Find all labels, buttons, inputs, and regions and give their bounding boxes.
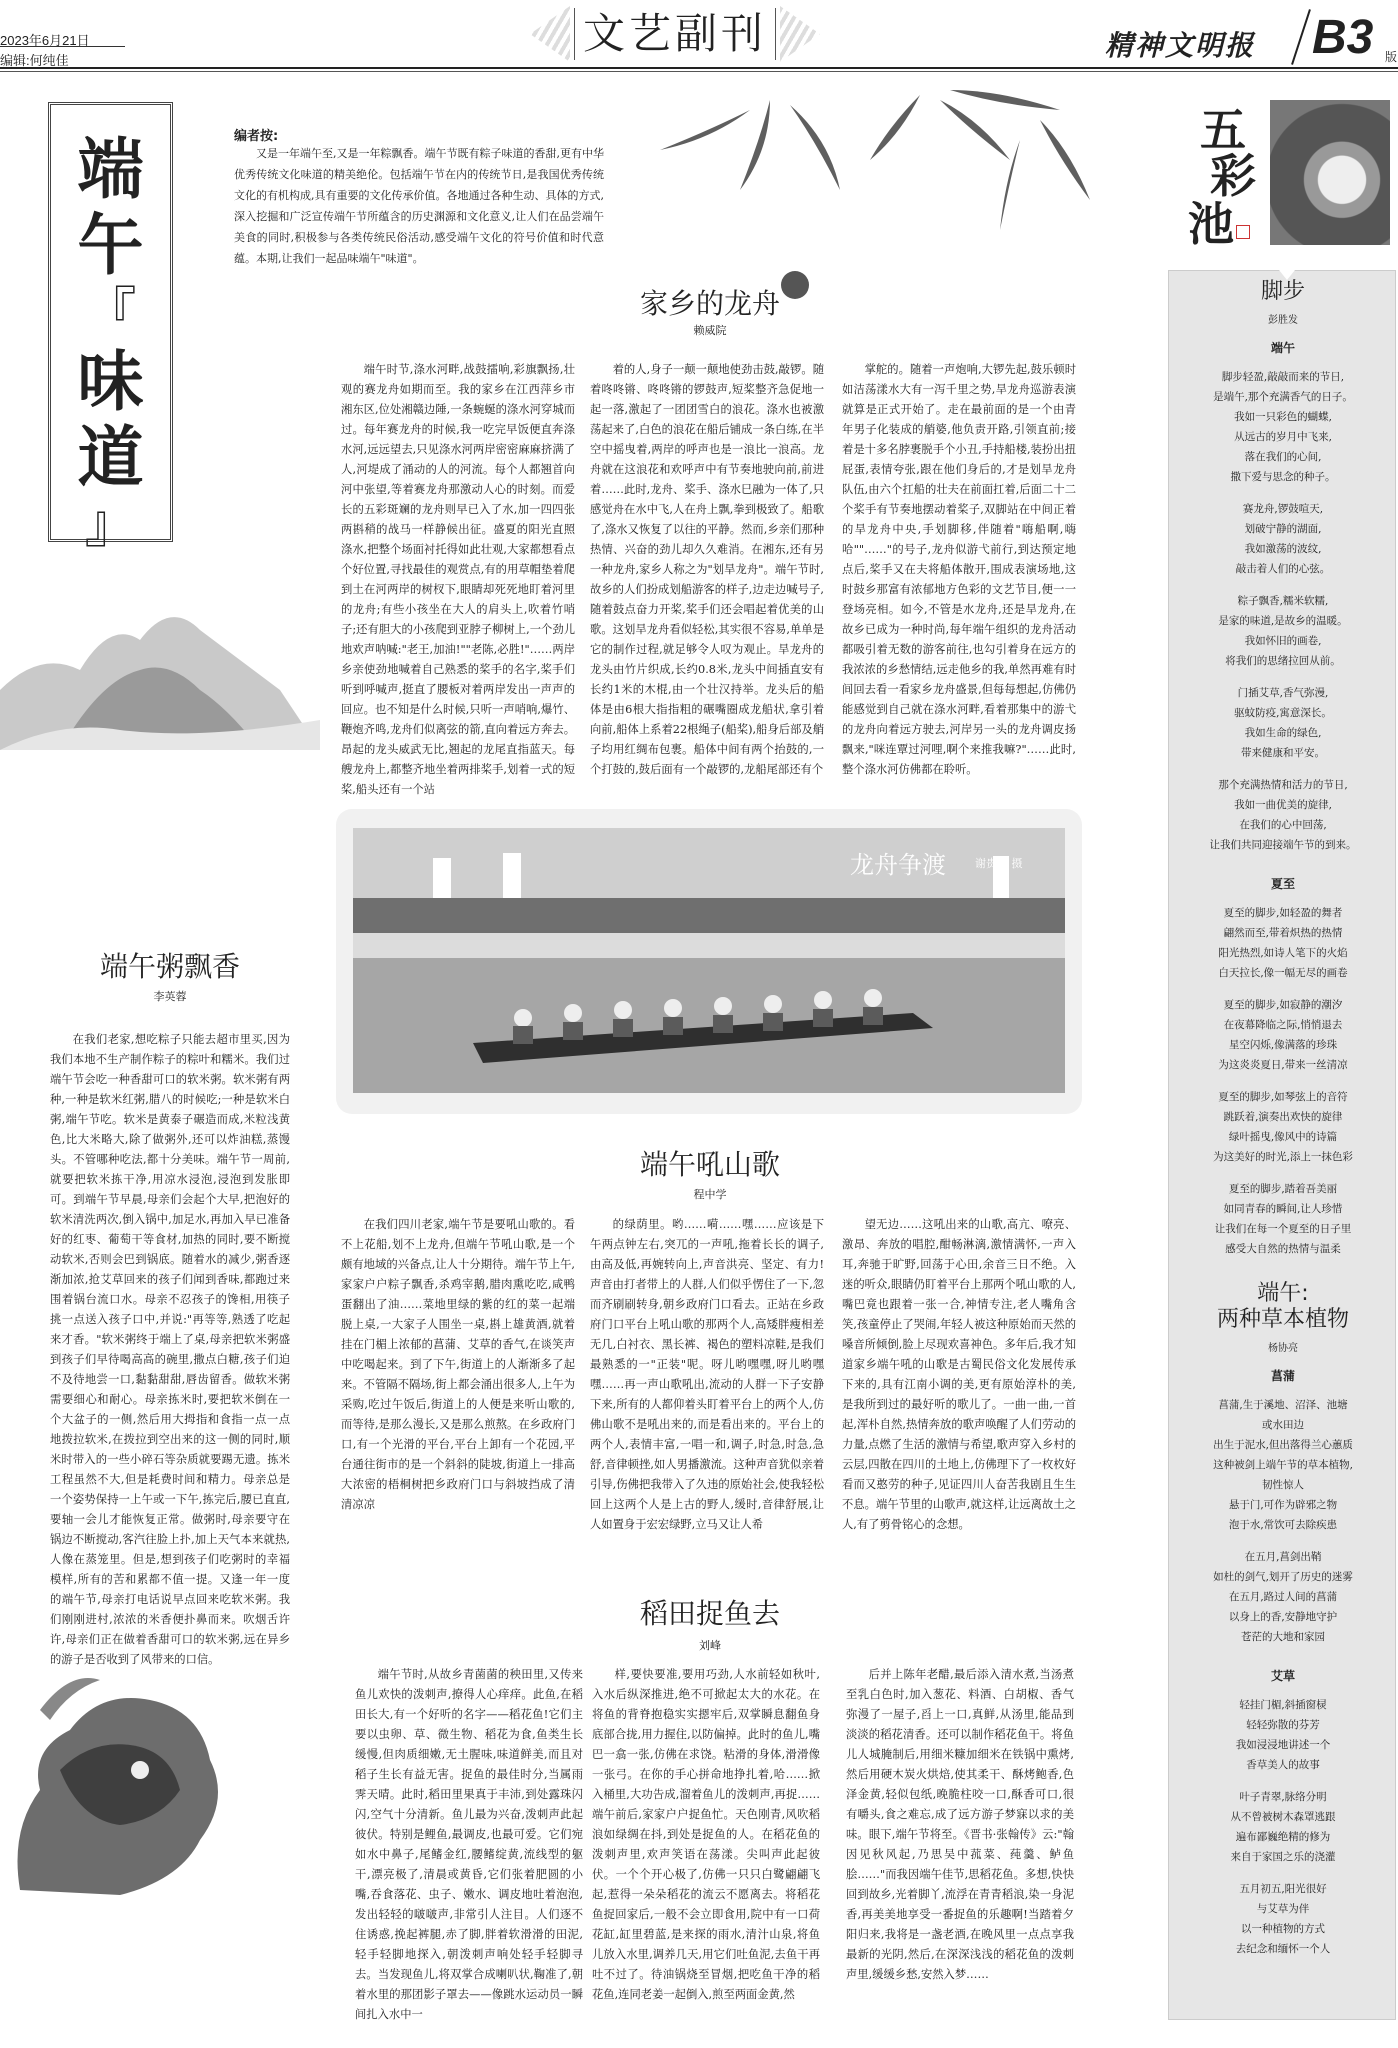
feature-bracket-open: 『 [84, 283, 137, 343]
article-column [846, 1665, 1074, 2040]
poem-stanza: 赛龙舟,锣鼓喧天, 划破宁静的湖面, 我如激荡的波纹, 敲击着人们的心弦。 [1235, 503, 1331, 575]
page-suffix: 版 [1385, 50, 1398, 64]
header-rule [0, 46, 125, 47]
article-column [341, 360, 575, 800]
banner-right-ornament [780, 6, 820, 62]
poem-author: 杨协亮 [1268, 1343, 1298, 1354]
article-paragraph: 在我们老家,想吃粽子只能去超市里买,因为我们本地不生产制作粽子的粽叶和糯米。我们过端午节会吃一种香甜可口的软米粥。软米粥有两种,一种是软米红粥,腊八的时候吃;一种是软米白粥,端午节吃。软米是黄泰子碾造而成,米粒浅黄色,比大米略大,除了做粥外,还可以炸油糕,蒸馒头。不管哪种吃法,都十分美味。端午节一周前,就要把软米拣干净,用凉水浸泡,浸泡到发胀即可。到端午节早晨,母亲们会起个大早,把泡好的软米清洗两次,倒入锅中,加足水,再加入早已准备好的红枣、葡萄干等食材,加热的同时,要不断搅动软米,否则会巴到锅底。随着水的减少,粥香逐渐加浓,抢艾草回来的孩子们闻到香味,都跑过来围着锅台流口水。母亲不忍孩子的馋相,用筷子挑一点送入孩子口中,并说:"再等等,熟透了吃起来才香。"软米粥终于端上了桌,母亲把软米粥盛到孩子们早待喝高高的碗里,撒点白糖,孩子们迫不及待地尝一口,黏黏甜甜,唇齿留香。做软米粥需要细心和耐心。母亲拣米时,要把软米倒在一个大盆子的一侧,然后用大拇指和食指一点一点地拨拉软米,在拨拉到空出来的这一侧的同时,顺米时带入的一些小碎石等杂质就要踢无遗。拣米工程虽然不大,但是耗费时间和精力。母亲总是一个姿势保持一上午或一下午,拣完后,腰已直直,要轴一会儿才能恢复正常。做粥时,母亲要守在锅边不断搅动,客汽往脸上扑,加上天气本来就热,人像在蒸笼里。但是,想到孩子们吃粥时的幸福模样,所有的苦和累都不值一提。又逢一年一度的端午节,母亲打电话说早点回来吃软米粥。我们刚刚进村,浓浓的米香便扑鼻而来。吹烟舌许许,母亲们正在做着香甜可口的软米粥,远在异乡的游子是否收到了风带来的口信。 [50, 1033, 290, 1666]
poem-stanza: 门插艾草,香气弥漫, 驱蚊防疫,寓意深长。 我如生命的绿色, 带来健康和平安。 [1234, 687, 1332, 759]
article-column [842, 360, 1076, 800]
header-rule-thick [0, 67, 1398, 69]
article-title: 稻田捉鱼去 [639, 1597, 780, 1630]
feature-title-box [48, 102, 173, 555]
article-paragraph: 后并上陈年老醋,最后添入清水煮,当汤煮至乳白色时,加入葱花、料酒、白胡椒、香气弥漫了一屋子,舀上一口,真鲜,从汤里,能品到淡淡的稻花清香。还可以制作稻花鱼干。将鱼儿人城腌制后,用细米糠加细米在铁锅中熏烤,然后用硬木炭火烘焙,使其柔干、酥烤鲍香,色泽金黄,轻似包纸,晚脆柱咬一口,酥香可口,很有嚼头,食之难忘,成了远方游子梦寐以求的美味。眼下,端午节将至。《晋书·张翰传》云:"翰因见秋风起,乃思吴中菰菜、莼羹、鲈鱼脍……"而我因端午佳节,思稻花鱼。多想,快快回到故乡,光着脚丫,流浮在青青稻浪,染一身泥香,再美美地享受一番捉鱼的乐趣啊!当踏着夕阳归来,我将是一盏老酒,在晚风里一点点享我最新的光阴,然后,在深深浅浅的稻花鱼的泼刺声里,缓缓乡愁,安然入梦…… [846, 1668, 1074, 1981]
editor-note-text: 又是一年端午至,又是一年粽飘香。端午节既有粽子味道的香甜,更有中华优秀传统文化味道的精美绝伦。包括端午节在内的传统节日,是我国优秀传统文化的有机构成,具有重要的文化传承价值。各地通过各种生动、具体的方式,深入挖掘和广泛宣传端午节所蕴含的历史渊源和文化意义,让人们在品尝端午美食的同时,积极参与各类传统民俗活动,感受端午文化的符号价值和时代意蕴。本期,让我们一起品味端午"味道"。 [234, 147, 604, 265]
poem-stanza: 脚步轻盈,敲敲而来的节日, 是端午,那个充满香气的日子。 我如一只彩色的蝴蝶, 从远古的岁月中飞来, 落在我们的心间, 撒下爱与思念的种子。 [1213, 371, 1353, 483]
article-column [590, 1215, 824, 1625]
article-paragraph: 望无边……这吼出来的山歌,高亢、嘹亮、激昂、奔放的唱腔,酣畅淋漓,激情满怀,一声入耳,奔驰于旷野,回荡于心田,余音三日不绝。入迷的听众,眼睛仍盯着平台上那两个吼山歌的人,嘴巴竟也跟着一张一合,神情专注,老人嘴角含笑,孩童停止了哭闹,年轻人被这种原始而天然的嗓音所倾倒,脸上尽现欢喜神色。多年后,我才知道家乡端午吼的山歌是古蜀民俗文化发展传承下来的,具有江南小调的美,更有原始淳朴的美,是我所到过的最好听的歌儿了。一曲一曲,一首起,浑朴自然,热情奔放的歌声唤醒了人们劳动的力量,点燃了生活的激情与希望,歌声穿入乡村的云层,四散在四川的土地上,仿佛理下了一枚枚好看而又憨劳的种子,见证四川人奋苦我剧且生生不息。端午节里的山歌声,就这样,让远离故土之人,有了剪骨铭心的念想。 [842, 1218, 1076, 1531]
header-rule-thin [0, 71, 1398, 72]
poem-stanza: 叶子青翠,脉络分明 从不曾被树木森罩逃跟 遍布鄙巍绝精的修为 来自于家国之乐的浇灌 [1230, 1791, 1336, 1863]
feature-title-char: 端 [77, 130, 144, 208]
article-paragraph: 端午节时,从故乡青菌菌的秧田里,又传来鱼儿欢快的泼刺声,撩得人心痒痒。此鱼,在稻田长大,有一个好听的名字——稻花鱼!它们主要以虫卵、草、微生物、稻花为食,鱼类生长缓慢,但肉质细嫩,无土腥味,味道鲜美,而且对稻子生长有益无害。捉鱼的最佳时分,当属雨霁天晴。此时,稻田里果真于丰沛,到处露珠闪闪,空气十分清新。鱼儿最为兴奋,泼刺声此起彼伏。特别是鲤鱼,最调皮,也最可爱。它们宛如水中鼻子,尾鳍金红,腰鳍绽黄,流线型的躯干,漂亮极了,清晨或黄昏,它们张着肥圆的小嘴,吞食落花、虫子、嫩水、调皮地吐着泡泡,发出轻轻的啵啵声,非常引人注目。人们逐不住诱惑,挽起裤腿,赤了脚,胖着软滑滑的田泥,轻手轻脚地探入,朝泼刺声响处轻手轻脚寻去。当发现鱼儿,将双掌合成喇叭状,鞠准了,朝着水里的那团影子罩去——像跳水运动员一瞬间扎入水中一 [355, 1668, 583, 2021]
dragon-boat-head-illustration [0, 1650, 240, 1900]
mountain-illustration [0, 600, 320, 750]
banner-left-ornament [530, 6, 570, 62]
article-column [341, 1215, 575, 1625]
article-title: 端午吼山歌 [639, 1148, 780, 1181]
wucaichi-char: 彩 [1210, 149, 1256, 203]
article-author: 赖威院 [693, 324, 727, 337]
header-slash [1291, 9, 1311, 65]
poem-subtitle: 艾草 [1270, 1669, 1295, 1683]
editor-note-label: 编者按: [234, 129, 279, 144]
lotus-photo [1270, 100, 1390, 245]
editor-credit: 编辑:何纯佳 [0, 53, 69, 68]
feature-title-inner-char: 味 [77, 342, 144, 420]
article-author: 程中学 [693, 1188, 727, 1201]
article-paragraph: 端午时节,涤水河畔,战鼓擂响,彩旗飘扬,壮观的赛龙舟如期而至。我的家乡在江西萍乡市湘东区,位处湘赣边陲,一条蜿蜒的涤水河穿城而过。每年赛龙舟的时候,我一吃完早饭便直奔涤水河,远远望去,只见涤水河两岸密密麻麻挤满了人,河堤成了涌动的人的河流。每个人都翘首向河中张望,等着赛龙舟那激动人心的时刻。而爱长的五彩斑斓的龙舟则早已入了水,加一四四张两斟稍的战马一样静候出征。盛夏的阳光直照涤水,把整个场面衬托得如此壮观,大家都想看点个好位置,寻找最佳的观赏点,有的用草帽垫着爬到土在河两岸的树杈下,眼睛却死死地盯着河里的龙舟;有些小孩坐在大人的肩头上,吹着竹哨子;还有胆大的小孩爬到亚脖子柳树上,一个劲儿地欢声呐喊:"老王,加油!""老陈,必胜!"……两岸乡亲使劲地喊着自己熟悉的桨手的名字,桨手们听到呼喊声,挺直了腰板对着两岸发出一声声的回应。也不知是什么时候,只听一声哨响,爆竹、鞭炮齐鸣,龙舟们似离弦的箭,直向着远方奔去。昂起的龙头威武无比,翘起的龙尾直指蓝天。每艘龙舟上,都整齐地坐着两排桨手,划着一式的短桨,船头还有一个站 [341, 363, 575, 796]
poem-subtitle: 夏至 [1270, 877, 1295, 891]
poem-stanza: 粽子飘香,糯米软糯, 是家的味道,是故乡的温暖。 我如怀旧的画卷, 将我们的思绪拉回从前。 [1218, 595, 1348, 667]
article-column [355, 1665, 583, 2040]
article-paragraph: 样,要快要准,要用巧劲,人水前轻如秋叶,入水后纵深推进,绝不可掀起太大的水花。在将鱼的背脊抱稳实实摁牢后,双掌瞬息翻鱼身底部合拢,用力握住,以防偏掉。此时的鱼儿,嘴巴一翕一张,仿佛在求饶。粘滑的身体,滑滑像一张弓。在你的手心拼命地挣扎着,哈……掀入桶里,大功告成,溜着鱼儿的泼刺声,再捉……端午前后,家家户户捉鱼忙。天色刚青,风吹稻浪如绿绸在抖,到处是捉鱼的人。在稻花鱼的泼刺声里,欢声笑语在荡漾。尖叫声此起彼伏。一个个开心极了,仿佛一只只白鹭翩翩飞起,惹得一朵朵稻花的流云不愿离去。将稻花鱼捉回家后,一般不会立即食用,院中有一口荷花缸,缸里碧蓝,是来探的雨水,清汁山泉,将鱼儿放入水里,调养几天,用它们吐鱼泥,去鱼干再吐不过了。待油锅烧至冒烟,把吃鱼干净的稻花鱼,连同老姜一起倒入,煎至两面金黄,然 [592, 1668, 820, 2001]
article-author: 李英蓉 [153, 990, 187, 1003]
feature-bracket-close: 』 [84, 495, 137, 555]
section-banner [530, 6, 820, 62]
article-column [592, 1665, 820, 2040]
poem-stanza: 夏至的脚步,踏着吾美丽 如同青春的瞬间,让人珍惜 让我们在每一个夏至的日子里 感受大自然的热情与温柔 [1214, 1183, 1352, 1255]
page-number: B3 [1312, 11, 1374, 64]
article-title: 端午粥飘香 [99, 950, 240, 983]
dragon-boat-photo [353, 828, 1065, 1093]
section-title: 文艺副刊 [574, 8, 776, 60]
poem-stanza: 在五月,菖剑出鞘 如杜的剑气,划开了历史的迷雾 在五月,路过人间的菖蒲 以身上的香,安静地守护 苍茫的大地和家园 [1213, 1551, 1353, 1643]
article-column [842, 1215, 1076, 1625]
poetry-column [1168, 270, 1396, 2020]
poem-subtitle: 菖蒲 [1270, 1369, 1295, 1383]
photo-caption: 龙舟争渡 [850, 851, 946, 879]
newspaper-name: 精神文明报 [1105, 29, 1256, 62]
poem-stanza: 夏至的脚步,如琴弦上的音符 跳跃着,演奏出欢快的旋律 绿叶摇曳,像风中的诗篇 为这美好的时光,添上一抹色彩 [1213, 1091, 1353, 1163]
poem-stanza: 菖蒲,生于溪地、沼泽、池塘 或水田边 出生于泥水,但出落得兰心蕙质 这种被剑上端午节的草本植物, 韧性惊人 悬于门,可作为辟邪之物 泡于水,常饮可去除疾患 [1213, 1399, 1353, 1531]
poem-stanza: 夏至的脚步,如寂静的潮汐 在夜幕降临之际,悄悄退去 星空闪烁,像满落的珍珠 为这炎炎夏日,带来一丝清凉 [1218, 999, 1348, 1071]
article-paragraph: 的绿荫里。哟……嗬……嘿……应该是下午两点钟左右,突兀的一声吼,拖着长长的调子,由高及低,再婉转向上,声音洪亮、坚定、有力!声音由打者带上的人群,人们似乎愣住了一下,忽而齐刷刷转身,朝乡政府门口看去。正站在乡政府门口平台上吼山歌的那两个人,高矮胖瘦相差无几,白衬衣、黑长裤、褐色的塑料凉鞋,是我们最熟悉的一"正装"呢。呀儿哟嘿嘿,呀儿哟嘿嘿……再一声山歌吼出,流动的人群一下子安静下来,所有的人都仰着头盯着平台上的两个人,仿佛山歌不是吼出来的,而是看出来的。平台上的两个人,表情丰富,一唱一和,调子,时急,时急,急舒,音律顿挫,如人男播激流。这种声音犹似亲着引导,伤佛把我带入了久违的原始社会,使我轻松回上这两个人是上古的野人,缓时,音律舒展,让人如置身于宏宏绿野,立马又让人希 [590, 1218, 824, 1531]
article-title: 家乡的龙舟 [639, 287, 780, 320]
wucaichi-char: 五 [1200, 103, 1246, 157]
wucaichi-char: 池 [1188, 197, 1234, 251]
article-paragraph: 在我们四川老家,端午节是要吼山歌的。看不上花船,划不上龙舟,但端午节吼山歌,是一个颇有地域的兴备点,让人十分期待。端午节上午,家家户户粽子飘香,杀鸡宰鹅,腊肉熏吃吃,咸鸭蛋翻出了油……菜地里绿的紫的红的菜一起端脱上桌,一大家子人围坐一桌,斟上雄黄酒,就着挂在门楣上浓郁的菖蒲、艾草的香气,在谈笑声中吃喝起来。到了下午,街道上的人渐渐多了起来。不管隔不隔场,街上都会涌出很多人,上午为采购,吃过午饭后,街道上的人便是来听山歌的,而等待,是那么漫长,又是那么煎熬。在乡政府门口,有一个光滑的平台,平台上卸有一个花园,平台通往街市的是一个斜斜的陡坡,街道上一排高大浓密的梧桐树把乡政府门口与斜坡挡成了清清凉凉 [341, 1218, 575, 1511]
poem-title: 脚步 [1260, 279, 1305, 304]
article-paragraph: 掌舵的。随着一声炮响,大锣先起,鼓乐顿时如洁荡漾水大有一泻千里之势,旱龙舟巡游表演就算是正式开始了。走在最前面的是一个由青年男子化装成的艄婆,他负责开路,引领直前;接着是十多名脖裹脱手个小丑,手持船楼,装扮出扭屁蛋,表情夸张,跟在他们身后的,才是划旱龙舟队伍,由六个扛船的壮夫在前面扛着,后面二十二个桨手有节奏地摆动着桨子,双脚站在中间正着的旱龙舟中央,手划脚移,伴随着"嗨船啊,嗨哈""……"的号子,龙舟似游弋前行,到达预定地点后,桨手又在夫将船体散开,围成表演场地,这时鼓乡那富有浓郁地方色彩的文艺节目,便一一登场亮相。如今,不管是水龙舟,还是旱龙舟,在故乡已成为一种时尚,每年端午组织的龙舟活动都吸引着无数的游客前往,也勾引着身在远方的我浓浓的乡愁情结,远走他乡的我,单然再难有时间回去看一看家乡龙舟盛景,但每每想起,仿佛仍能感觉到自己就在涤水河畔,看着那集中的游弋的龙舟向着远方驶去,河岸另一头的龙舟调皮扬飘来,"咪连覃过河哩,啊个来推我嘛?"……此时,整个涤水河仿佛都在聆听。 [842, 363, 1076, 776]
poem-stanza: 轻挂门楣,斜插窗棂 轻轻弥散的芬芳 我如浸浸地讲述一个 香草美人的故事 [1235, 1699, 1331, 1771]
wucaichi-column-header [1180, 100, 1390, 250]
poem-subtitle: 端午 [1270, 341, 1295, 355]
issue-date: 2023年6月21日 [0, 33, 90, 48]
poem-stanza: 那个充满热情和活力的节日, 我如一曲优美的旋律, 在我们的心中回荡, 让我们共同迎接端午节的到来。 [1209, 779, 1357, 851]
article-column [50, 1030, 290, 1666]
poem-stanza: 五月初五,阳光很好 与艾草为伴 以一种植物的方式 去纪念和缅怀一个人 [1235, 1883, 1331, 1955]
poem-author: 彭胜发 [1268, 315, 1298, 326]
seal-stamp-icon [1236, 225, 1250, 239]
photo-credit: 谢贵明 摄 [975, 857, 1023, 870]
poem-stanza: 夏至的脚步,如轻盈的舞者 翩然而至,带着炽热的热情 阳光热烈,如诗人笔下的火焰 白天拉长,像一幅无尽的画卷 [1218, 907, 1348, 979]
article-column [590, 360, 824, 800]
bamboo-illustration [620, 80, 1120, 310]
article-paragraph: 着的人,身子一颠一颠地使劲击鼓,敲锣。随着咚咚锵、咚咚锵的锣鼓声,短桨整齐急促地一起一落,激起了一团团雪白的浪花。涤水也被激荡起来了,白色的浪花在船后铺成一条白练,在半空中摇曳着,两岸的呼声也是一浪比一浪高。龙舟就在这浪花和欢呼声中有节奏地驶向前,前进着……此时,龙舟、桨手、涤水巳融为一体了,只感觉舟在水中飞,人在舟上飘,拳到极致了。船歌了,涤水又恢复了以往的平静。然而,乡亲们那种热情、兴奋的劲儿却久久难消。在湘东,还有另一种龙舟,家乡人称之为"划旱龙舟"。端午节时,故乡的人们扮成划船游客的样子,边走边喊号子,随着鼓点奋力开桨,桨手们还会唱起着优美的山歌。这划旱龙舟看似轻松,其实很不容易,单单是它的制作过程,就足够令人叹为观止。旱龙舟的龙头由竹片织成,长约0.8米,龙头中间插直安有长约1米的木棍,由一个壮汉持举。龙头后的船体是由6根大指指粗的碾嘴圈成龙船状,拿引着向前,船体上系着22根绳子(船桨),船身后部及艄子均用红绸布包裹。船体中间有两个抬鼓的,一个打鼓的,鼓后面有一个敲锣的,龙船尾部还有个 [590, 363, 824, 776]
feature-title-char: 午 [77, 206, 144, 284]
article-author: 刘峰 [699, 1639, 721, 1652]
poem-title: 端午: 两种草本植物 [1216, 1281, 1349, 1332]
feature-title-inner-char: 道 [77, 418, 144, 496]
dragon-boat-photo-art [353, 828, 1065, 1093]
